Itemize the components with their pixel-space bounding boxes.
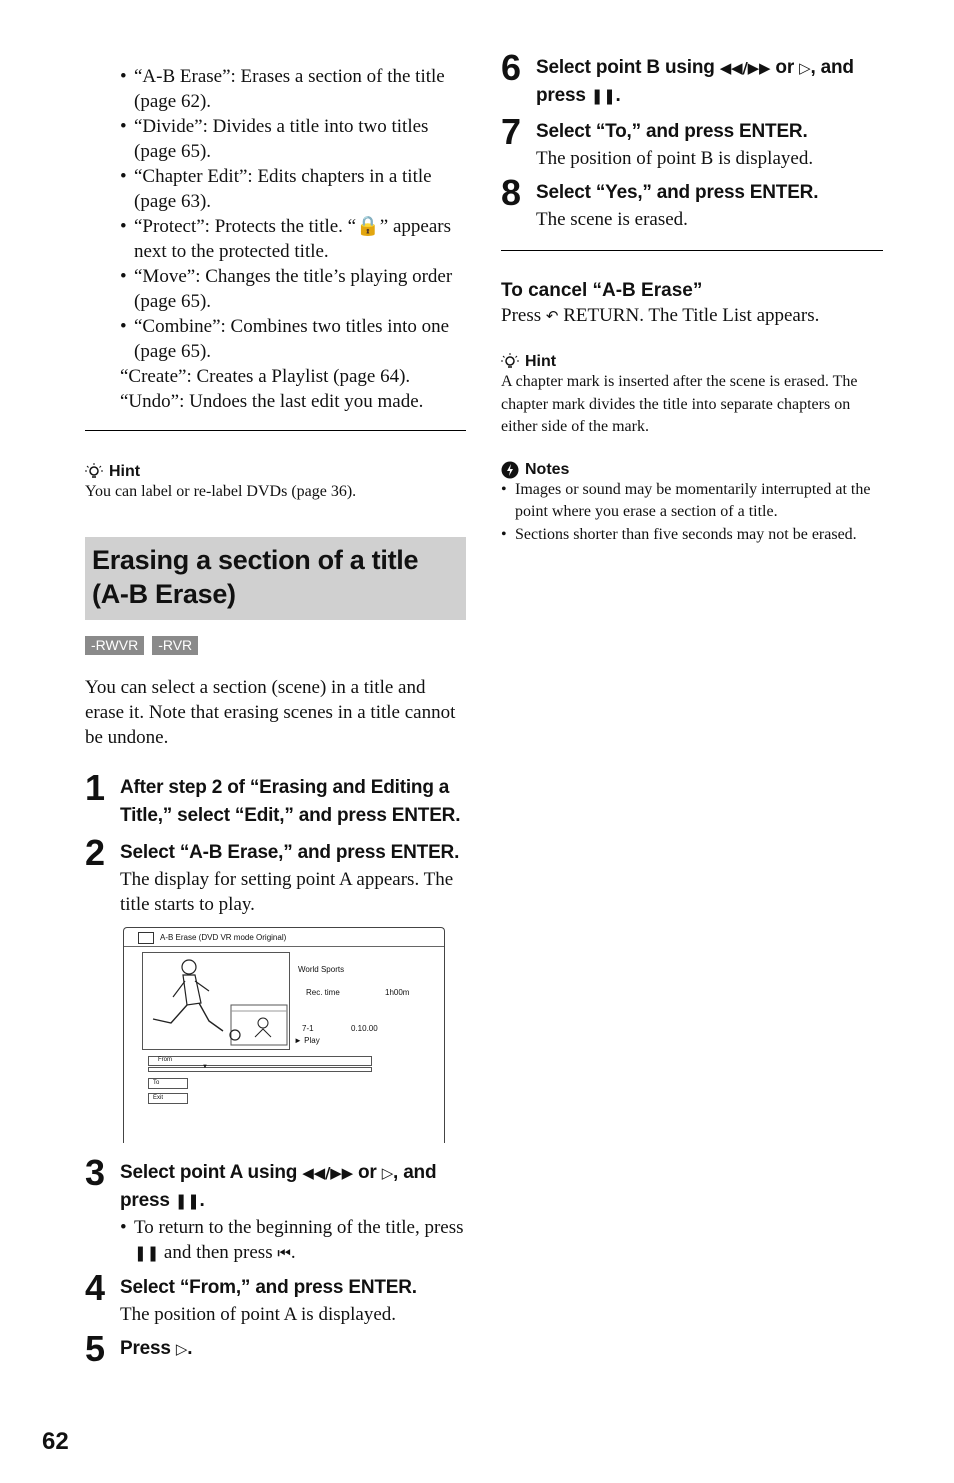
notes-list bbox=[501, 479, 883, 547]
disc-badge: -RWVR bbox=[85, 636, 144, 655]
step-body: The display for setting point A appears. The title starts to play. bbox=[120, 868, 454, 915]
step-bullets bbox=[120, 1215, 466, 1266]
page-number: 62 bbox=[42, 1428, 69, 1455]
slow-icon: ▷ bbox=[381, 1163, 394, 1182]
step-1 bbox=[85, 766, 466, 830]
disc-badges bbox=[85, 636, 466, 655]
cancel-heading: To cancel “A-B Erase” bbox=[501, 280, 703, 301]
video-thumbnail bbox=[142, 952, 290, 1050]
hint-text: You can label or re-label DVDs (page 36). bbox=[85, 483, 357, 500]
step-number: 1 bbox=[85, 766, 106, 808]
hint-label: Hint bbox=[525, 353, 557, 370]
list-item: • “A-B Erase”: Erases a section of the title (page 62). bbox=[120, 64, 466, 114]
disc-badge: -RVR bbox=[152, 636, 198, 655]
exit-button[interactable]: Exit bbox=[148, 1093, 188, 1104]
step-number: 6 bbox=[501, 47, 522, 88]
return-icon: ↶ bbox=[545, 307, 559, 325]
list-item: • “Move”: Changes the title’s playing order (page 65). bbox=[120, 264, 466, 314]
section-title: Erasing a section of a title (A-B Erase) bbox=[85, 537, 466, 620]
title-chapter: 7-1 bbox=[302, 1023, 314, 1033]
step-title: Select “Yes,” and press ENTER. bbox=[536, 182, 819, 203]
step-body: The scene is erased. bbox=[536, 209, 688, 230]
step-number: 3 bbox=[85, 1151, 106, 1193]
step-6 bbox=[501, 47, 883, 110]
divider bbox=[124, 946, 444, 947]
list-item: • To return to the beginning of the title, press ❚❚ and then press ⏮. bbox=[120, 1215, 466, 1266]
step-number: 2 bbox=[85, 831, 106, 873]
soccer-player-image bbox=[143, 953, 289, 1049]
step-8 bbox=[501, 172, 883, 232]
previous-icon: ⏮ bbox=[277, 1243, 291, 1262]
left-column bbox=[85, 64, 466, 1369]
list-item: • Images or sound may be momentarily interrupted at the point where you erase a section of a title. bbox=[501, 479, 883, 524]
rec-time-label: Rec. time bbox=[306, 987, 340, 997]
step-body: The position of point B is displayed. bbox=[536, 148, 814, 169]
to-button[interactable]: To bbox=[148, 1078, 188, 1089]
pause-icon: ❚❚ bbox=[590, 87, 616, 105]
cancel-text: Press ↶ RETURN. The Title List appears. bbox=[501, 305, 820, 326]
position-marker-icon: ▼ bbox=[202, 1063, 208, 1070]
hint-text: A chapter mark is inserted after the scene is erased. The chapter mark divides the title into separate chapters on either side of the mark. bbox=[501, 373, 858, 435]
step-7 bbox=[501, 111, 883, 171]
step-body: The position of point A is displayed. bbox=[120, 1303, 397, 1325]
rewind-forward-icon: ◀◀/▶▶ bbox=[302, 1163, 353, 1182]
playback-time: 0.10.00 bbox=[351, 1023, 378, 1033]
step-number: 5 bbox=[85, 1327, 106, 1369]
list-item: • “Combine”: Combines two titles into one (page 65). bbox=[120, 314, 466, 364]
step-3 bbox=[85, 1151, 466, 1266]
step-title: Select “To,” and press ENTER. bbox=[536, 121, 808, 142]
step-title: After step 2 of “Erasing and Editing a Title,” select “Edit,” and press ENTER. bbox=[120, 776, 461, 826]
right-column bbox=[501, 47, 883, 546]
film-icon bbox=[138, 932, 154, 944]
rewind-forward-icon: ◀◀/▶▶ bbox=[719, 59, 771, 77]
list-item: • Sections shorter than five seconds may not be erased. bbox=[501, 524, 883, 547]
slow-icon: ▷ bbox=[175, 1339, 188, 1358]
hint-heading bbox=[501, 353, 883, 371]
position-bar bbox=[148, 1067, 372, 1072]
notes-icon bbox=[501, 461, 519, 479]
list-item: • “Divide”: Divides a title into two titles (page 65). bbox=[120, 114, 466, 164]
list-item: • “Protect”: Protects the title. “🔒” appears next to the protected title. bbox=[120, 214, 466, 264]
undo-option: “Undo”: Undoes the last edit you made. bbox=[120, 391, 424, 412]
step-title: Press ▷. bbox=[120, 1337, 193, 1359]
from-label: From bbox=[158, 1056, 172, 1063]
timeline-bar bbox=[148, 1056, 372, 1066]
slow-icon: ▷ bbox=[799, 59, 811, 77]
pause-icon: ❚❚ bbox=[134, 1243, 160, 1262]
step-number: 8 bbox=[501, 172, 522, 213]
lightbulb-icon bbox=[501, 353, 519, 371]
step-title: Select “From,” and press ENTER. bbox=[120, 1276, 417, 1298]
ab-erase-screen bbox=[123, 927, 445, 1143]
program-name: World Sports bbox=[298, 964, 345, 974]
divider bbox=[501, 250, 883, 251]
divider bbox=[85, 430, 466, 431]
list-item: • “Chapter Edit”: Edits chapters in a title (page 63). bbox=[120, 164, 466, 214]
pause-icon: ❚❚ bbox=[174, 1191, 200, 1210]
step-title: Select point B using ◀◀/▶▶ or ▷, and press ❚❚. bbox=[536, 57, 854, 106]
hint-label: Hint bbox=[109, 463, 141, 480]
step-title: Select “A-B Erase,” and press ENTER. bbox=[120, 841, 460, 863]
section-intro: You can select a section (scene) in a title and erase it. Note that erasing scenes in a title cannot be undone. bbox=[85, 676, 456, 748]
step-2 bbox=[85, 831, 466, 917]
step-4 bbox=[85, 1266, 466, 1327]
notes-heading bbox=[501, 461, 883, 479]
rec-time-value: 1h00m bbox=[385, 987, 410, 997]
step-number: 7 bbox=[501, 111, 522, 152]
screen-title: A-B Erase (DVD VR mode Original) bbox=[160, 932, 287, 942]
hint-heading bbox=[85, 463, 466, 481]
edit-options-list bbox=[85, 64, 466, 364]
play-status: ► Play bbox=[294, 1035, 320, 1045]
lightbulb-icon bbox=[85, 463, 103, 481]
step-5 bbox=[85, 1327, 466, 1369]
notes-label: Notes bbox=[525, 460, 570, 478]
create-option: “Create”: Creates a Playlist (page 64). bbox=[120, 366, 411, 387]
step-title: Select point A using ◀◀/▶▶ or ▷, and press ❚❚. bbox=[120, 1161, 437, 1211]
step-number: 4 bbox=[85, 1266, 106, 1308]
